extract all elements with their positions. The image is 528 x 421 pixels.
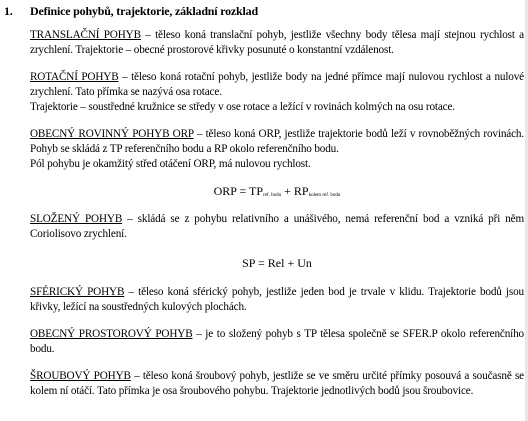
heading-number: 1. [4,4,13,18]
paragraph-text-trajektorie: Trajektorie – soustředné kružnice se středy v ose rotace a ležící v rovinách kolmých na osu rotace. [30,101,455,113]
paragraph-sfericky [30,285,524,315]
definition-text: – těleso koná rotační pohyb, jestliže body na jedné přímce mají nulovou rychlost a nulové zrychlení. Tato přímka se nazývá osa rotace. [30,71,524,98]
formula-lhs: ORP = TP [213,184,264,198]
formula-sub-ref: ref. bodu [263,193,282,198]
term-translacni: TRANSLAČNÍ POHYB [30,29,141,41]
formula-sp: SP = Rel + Un [242,256,312,270]
definition-text: – skládá se z pohybu relativního a unášivého, nemá referenční bod a vzniká při něm Coriolisovo zrychlení. [30,213,525,240]
paragraph-text [30,70,524,100]
definition-text: – těleso koná sférický pohyb, jestliže jeden bod je trvale v klidu. Trajektorie bodů jsou křivky, ležící na soustředných kulových plochách. [30,286,524,313]
definition-text: – těleso koná šroubový pohyb, jestliže se ve směru určité přímky posouvá a současně se kolem ní otáčí. Tato přímka je osa šroubového pohybu. Trajektorie jednotlivých bodů jsou šroubovice. [30,370,524,397]
formula-sub-kolem: kolem ref. bodu [308,193,341,198]
paragraph-slozeny [30,212,524,242]
paragraph-obecny-rovinny [30,127,524,172]
term-sfericky: SFÉRICKÝ POHYB [30,286,125,298]
term-sroubovy: ŠROUBOVÝ POHYB [30,370,131,382]
formula-mid: + RP [281,184,309,198]
paragraph-text [30,327,524,357]
definition-text: – těleso koná ORP, jestliže trajektorie bodů leží v rovnoběžných rovinách. Pohyb se skládá z TP referenčního bodu a RP okolo referenčního bodu. [30,128,524,155]
paragraph-translacni [30,28,524,58]
section-heading [4,4,258,19]
formula-orp [30,184,524,203]
paragraph-sroubovy [30,369,524,399]
term-rotacni: ROTAČNÍ POHYB [30,71,119,83]
paragraph-text [30,127,524,157]
paragraph-rotacni [30,70,524,115]
term-obecny-prostorovy: OBECNÝ PROSTOROVÝ POHYB [30,328,193,340]
paragraph-text [30,369,524,399]
definition-text: – těleso koná translační pohyb, jestliže všechny body tělesa mají stejnou rychlost a zrychlení. Trajektorie – obecné prostorové křivky posunuté o konstantní vzdálenost. [30,29,524,56]
term-slozeny: SLOŽENÝ POHYB [30,213,123,225]
term-obecny-rovinny: OBECNÝ ROVINNÝ POHYB ORP [30,128,194,140]
paragraph-text [30,28,524,58]
heading-title: Definice pohybů, trajektorie, základní rozklad [30,4,258,18]
paragraph-obecny-prostorovy [30,327,524,357]
definition-text: – je to složený pohyb s TP tělesa společně se SFER.P okolo referenčního bodu. [30,328,524,355]
paragraph-text-pol: Pól pohybu je okamžitý střed otáčení ORP, má nulovou rychlost. [30,158,311,170]
paragraph-text [30,285,524,315]
paragraph-text [30,212,524,242]
